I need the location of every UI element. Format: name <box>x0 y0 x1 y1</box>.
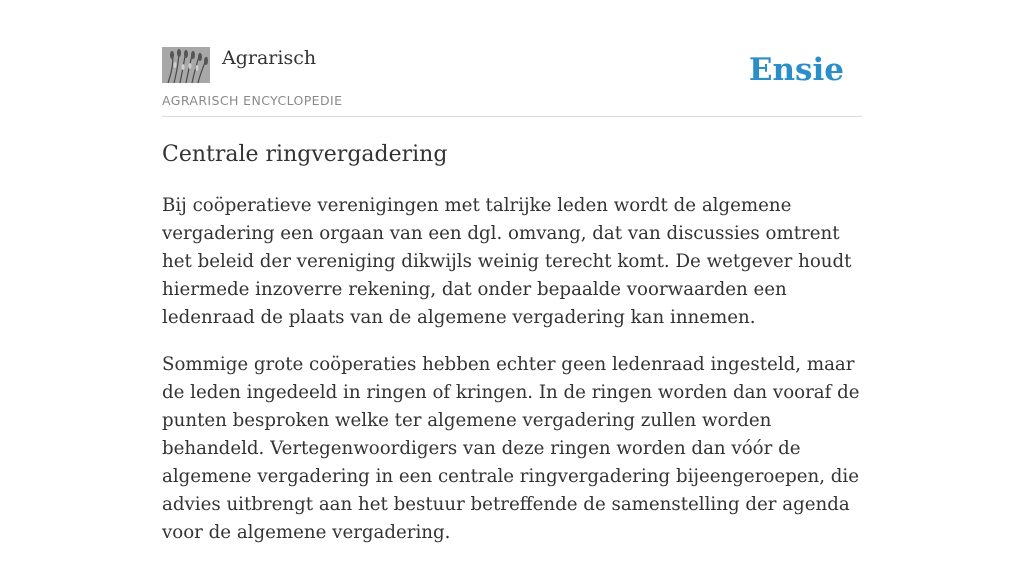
header <box>162 40 862 117</box>
site-name[interactable]: Agrarisch <box>222 47 317 69</box>
paragraph: Bij coöperatieve verenigingen met talrijke leden wordt de algemene vergadering een orgaan van een dgl. omvang, dat van discussies omtrent het beleid der vereniging dikwijls weinig terecht komt. De wetgever houdt hiermede inzoverre rekening, dat onder bepaalde voorwaarden een ledenraad de plaats van de algemene vergadering kan innemen. <box>162 195 852 328</box>
paragraph: Sommige grote coöperaties hebben echter geen ledenraad ingesteld, maar de leden ingedeeld in ringen of kringen. In de ringen worden dan vooraf de punten besproken welke ter algemene vergadering zullen worden behandeld. Vertegenwoordigers van deze ringen worden dan vóór de algemene vergadering in een centrale ringvergadering bijeengeroepen, die advies uitbrengt aan het bestuur betreffende de samenstelling der agenda voor de algemene vergadering. <box>162 354 860 543</box>
ensie-logo[interactable]: Ensie <box>748 52 844 88</box>
page-title: Centrale ringvergadering <box>162 142 448 167</box>
site-subtitle: AGRARISCH ENCYCLOPEDIE <box>162 93 343 108</box>
wheat-icon[interactable] <box>162 47 210 83</box>
article-body <box>162 192 862 566</box>
